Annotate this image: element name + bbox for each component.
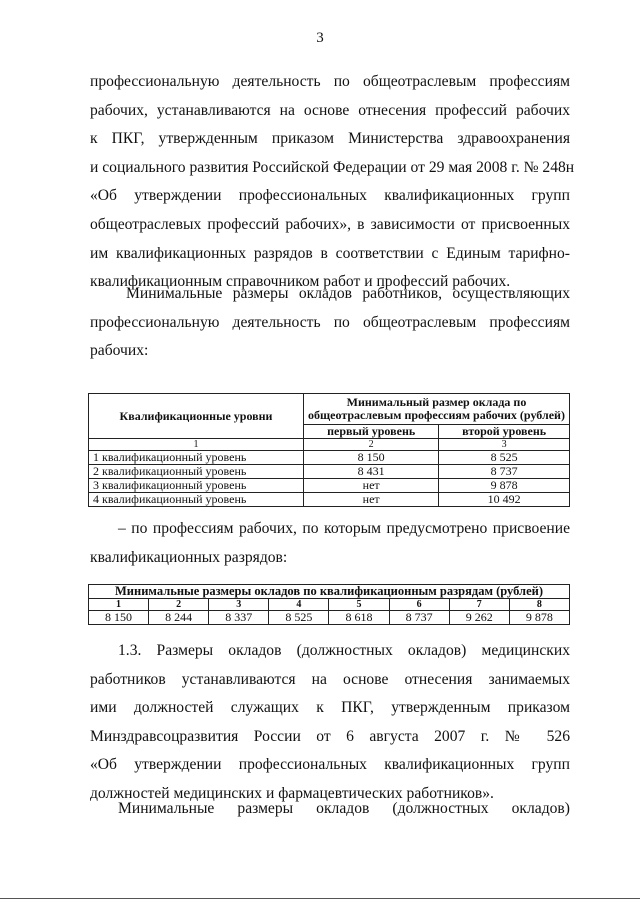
second-level-value: 8 737 — [439, 465, 570, 479]
grade-salary-value: 8 337 — [209, 611, 269, 625]
column-number: 5 — [329, 599, 389, 611]
header-qualification-levels: Квалификационные уровни — [89, 394, 304, 439]
text-line: 1.3. Размеры окладов (должностных окладов) медицинских — [118, 642, 570, 659]
second-level-value: 9 878 — [439, 479, 570, 493]
header-first-level: первый уровень — [304, 425, 439, 439]
column-number: 6 — [389, 599, 449, 611]
column-number: 1 — [89, 599, 149, 611]
paragraph-medical-workers — [90, 637, 570, 809]
text-line: им квалификационных разрядов в соответствии с Единым тарифно- — [90, 244, 570, 262]
paragraph-min-salaries-intro — [90, 280, 570, 366]
first-level-value: 8 431 — [304, 465, 439, 479]
text-line: – по профессиям рабочих, по которым предусмотрено присвоение — [118, 520, 570, 537]
grade-salary-value: 8 737 — [389, 611, 449, 625]
salary-table-qualification-grades — [88, 584, 570, 625]
table-row — [89, 451, 570, 465]
grade-salary-value: 9 878 — [509, 611, 569, 625]
column-number: 2 — [149, 599, 209, 611]
text-line: работников устанавливаются на основе отнесения занимаемых — [90, 670, 570, 688]
level-cell: 2 квалификационный уровень — [89, 465, 304, 479]
column-number: 4 — [269, 599, 329, 611]
column-number: 1 — [89, 439, 304, 451]
grade-salary-value: 8 150 — [89, 611, 149, 625]
text-line: ими должностей служащих к ПКГ, утвержденным приказом — [90, 699, 570, 717]
column-number: 2 — [304, 439, 439, 451]
text-line: рабочих: — [90, 342, 149, 360]
first-level-value: 8 150 — [304, 451, 439, 465]
page-bottom-edge — [0, 898, 640, 899]
header-min-salary: Минимальный размер оклада по общеотраслевым профессиям рабочих (рублей) — [304, 394, 570, 425]
grade-salary-value: 8 618 — [329, 611, 389, 625]
paragraph-qualification-grades — [90, 515, 570, 572]
text-line: к ПКГ, утвержденным приказом Министерства здравоохранения — [90, 130, 570, 148]
text-line: рабочих, устанавливаются на основе отнесения профессий рабочих — [90, 101, 570, 119]
table-row — [89, 611, 570, 625]
grade-salary-value: 9 262 — [449, 611, 509, 625]
first-level-value: нет — [304, 493, 439, 507]
paragraph-medical-min-salaries — [90, 795, 570, 824]
first-level-value: нет — [304, 479, 439, 493]
text-line: Минимальные размеры окладов (должностных окладов) — [118, 800, 570, 817]
table-row — [89, 465, 570, 479]
column-number: 8 — [509, 599, 569, 611]
second-level-value: 10 492 — [439, 493, 570, 507]
text-line: профессиональную деятельность по общеотраслевым профессиям — [90, 73, 570, 90]
level-cell: 3 квалификационный уровень — [89, 479, 304, 493]
text-line: «Об утверждении профессиональных квалификационных групп — [90, 756, 570, 774]
header-second-level: второй уровень — [439, 425, 570, 439]
text-line: квалификационных разрядов: — [90, 548, 288, 566]
text-line: общеотраслевых профессий рабочих», в зависимости от присвоенных — [90, 215, 570, 233]
text-line: «Об утверждении профессиональных квалификационных групп — [90, 187, 570, 205]
text-line: и социального развития Российской Федерации от 29 мая 2008 г. № 248н — [90, 158, 575, 176]
text-line: квалификационным справочником работ и профессий рабочих. — [90, 273, 511, 291]
table-row — [89, 493, 570, 507]
second-level-value: 8 525 — [439, 451, 570, 465]
text-line: Минимальные размеры окладов работников, осуществляющих — [126, 285, 570, 302]
level-cell: 4 квалификационный уровень — [89, 493, 304, 507]
salary-table-professional-levels — [88, 393, 570, 507]
paragraph-workers-professions — [90, 68, 575, 297]
table-title: Минимальные размеры окладов по квалификационным разрядам (рублей) — [89, 585, 570, 599]
text-line: профессиональную деятельность по общеотраслевым профессиям — [90, 313, 570, 331]
grade-salary-value: 8 525 — [269, 611, 329, 625]
column-number: 7 — [449, 599, 509, 611]
table-row — [89, 479, 570, 493]
text-line: Минздравсоцразвития России от 6 августа 2007 г. № 526 — [90, 727, 570, 745]
column-number: 3 — [439, 439, 570, 451]
column-number: 3 — [209, 599, 269, 611]
text-line: должностей медицинских и фармацевтических работников». — [90, 784, 494, 802]
page-number: 3 — [316, 30, 324, 46]
grade-salary-value: 8 244 — [149, 611, 209, 625]
level-cell: 1 квалификационный уровень — [89, 451, 304, 465]
